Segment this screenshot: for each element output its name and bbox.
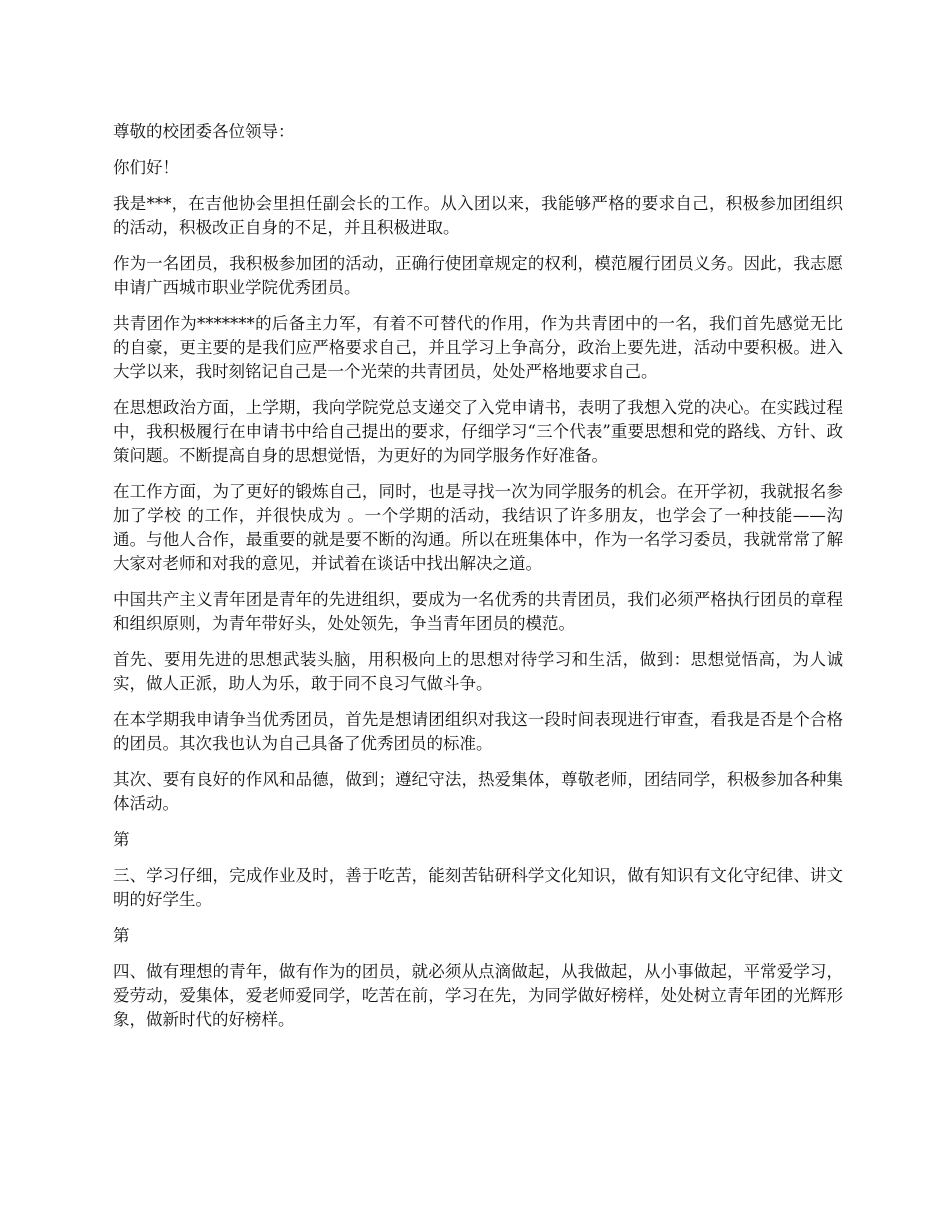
paragraph-organization: 中国共产主义青年团是青年的先进组织，要成为一名优秀的共青团员，我们必须严格执行团员的章程和组织原则，为青年带好头，处处领先，争当青年团员的模范。 xyxy=(113,590,843,633)
greeting: 你们好！ xyxy=(113,158,179,177)
paragraph-label-third: 第 xyxy=(113,830,130,849)
paragraph-first: 首先、要用先进的思想武装头脑，用积极向上的思想对待学习和生活，做到：思想觉悟高，为人诚实，做人正派，助人为乐，敢于同不良习气做斗争。 xyxy=(113,650,843,693)
paragraph-introduction: 我是***，在吉他协会里担任副会长的工作。从入团以来，我能够严格的要求自己，积极参加团组织的活动，积极改正自身的不足，并且积极进取。 xyxy=(113,194,843,237)
paragraph-second: 其次、要有良好的作风和品德，做到；遵纪守法，热爱集体，尊敬老师，团结同学，积极参加各种集体活动。 xyxy=(113,770,843,813)
paragraph-semester: 在本学期我申请争当优秀团员，首先是想请团组织对我这一段时间表现进行审查，看我是否是个合格的团员。其次我也认为自己具备了优秀团员的标准。 xyxy=(113,710,843,753)
paragraph-fourth: 四、做有理想的青年，做有作为的团员，就必须从点滴做起，从我做起，从小事做起，平常爱学习，爱劳动，爱集体，爱老师爱同学，吃苦在前，学习在先，为同学做好榜样，处处树立青年团的光辉形象，做新时代的好榜样。 xyxy=(113,962,843,1029)
paragraph-political: 在思想政治方面，上学期，我向学院党总支递交了入党申请书，表明了我想入党的决心。在实践过程中，我积极履行在申请书中给自己提出的要求，仔细学习“三个代表”重要思想和党的路线、方针、政策问题。不断提高自身的思想觉悟，为更好的为同学服务作好准备。 xyxy=(113,398,843,465)
salutation: 尊敬的校团委各位领导： xyxy=(113,122,295,141)
paragraph-label-fourth: 第 xyxy=(113,926,130,945)
paragraph-application: 作为一名团员，我积极参加团的活动，正确行使团章规定的权利，模范履行团员义务。因此，我志愿申请广西城市职业学院优秀团员。 xyxy=(113,254,843,297)
document-body xyxy=(113,120,843,1044)
paragraph-third: 三、学习仔细，完成作业及时，善于吃苦，能刻苦钻研科学文化知识，做有知识有文化守纪律、讲文明的好学生。 xyxy=(113,866,843,909)
paragraph-youth-league: 共青团作为*******的后备主力军，有着不可替代的作用，作为共青团中的一名，我们首先感觉无比的自豪，更主要的是我们应严格要求自己，并且学习上争高分，政治上要先进，活动中要积极。进入大学以来，我时刻铭记自己是一个光荣的共青团员，处处严格地要求自己。 xyxy=(113,314,843,381)
paragraph-work: 在工作方面，为了更好的锻炼自己，同时，也是寻找一次为同学服务的机会。在开学初，我就报名参加了学校 的工作，并很快成为 。一个学期的活动，我结识了许多朋友，也学会了一种技能——沟通。与他人合作，最重要的就是要不断的沟通。所以在班集体中，作为一名学习委员，我就常常了解大家对老师和对我的意见，并试着在谈话中找出解决之道。 xyxy=(113,482,843,573)
